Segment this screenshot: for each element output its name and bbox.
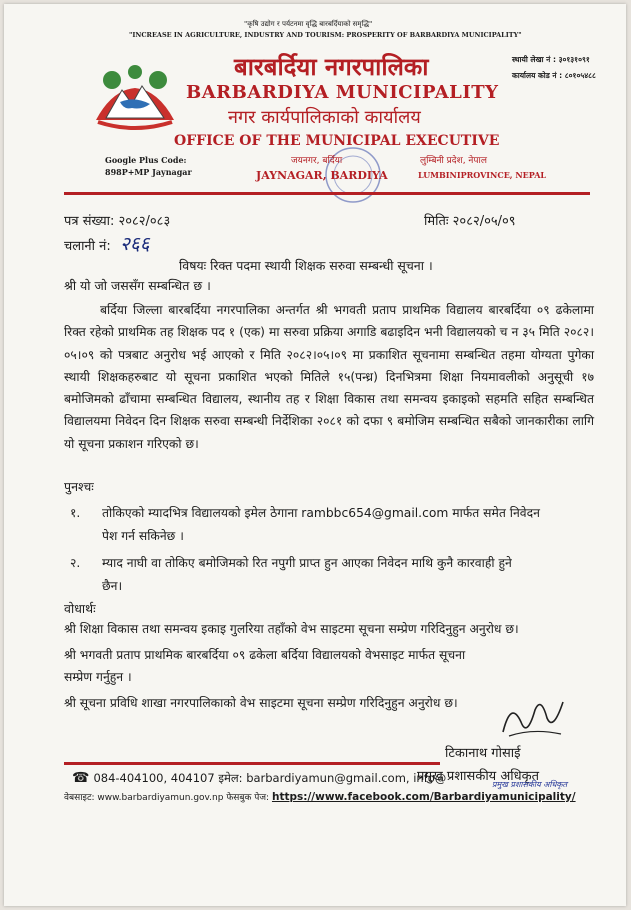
signature-icon [497,692,569,744]
list-item-text: म्याद नाघी वा तोकिए बमोजिमको रित नपुगी प्राप्त हुन आएका निवेदन माथि कुनै कारवाही हुने [102,556,512,570]
gplus-label: Google Plus Code: [105,155,187,165]
footer-phone: 084-404100, 404107 [93,771,215,785]
footer-facebook-link[interactable]: https://www.facebook.com/Barbardiyamunicipality/ [271,791,576,803]
footer-fb-label: फेसबुक पेज: [226,793,270,803]
pan-number: स्थायी लेखा नं : ३०१३१०९१ [512,55,590,64]
list-item-number: १. [70,506,81,520]
footer-web-label: वेबसाइट: [64,793,95,803]
letter-page [4,4,626,906]
dispatch-label: चलानी नं: [64,239,111,254]
province-nepali: लुम्बिनी प्रदेश, नेपाल [420,156,487,166]
cc-line: श्री सूचना प्रविधि शाखा नगरपालिकाको वेभ साइटमा सूचना सम्प्रेण गरिदिनुहुन अनुरोध छ। [64,696,458,710]
office-name-english: OFFICE OF THE MUNICIPAL EXECUTIVE [174,133,500,149]
list-item-continuation: छैन। [102,579,123,593]
phone-icon: ☎ [72,770,90,786]
signatory-name: टिकानाथ गोसाई [445,746,521,761]
municipality-name-english: BARBARDIYA MUNICIPALITY [186,82,499,103]
office-name-nepali: नगर कार्यपालिकाको कार्यालय [228,107,421,128]
cc-line: सम्प्रेण गर्नुहुन । [64,670,132,684]
letter-subject: विषयः रिक्त पदमा स्थायी शिक्षक सरुवा सम्बन्धी सूचना । [179,258,433,273]
reference-number: पत्र संख्या: २०८२/०८३ [64,214,171,229]
list-item-text: तोकिएको म्यादभित्र विद्यालयको इमेल ठेगाना rambbc654@gmail.com मार्फत समेत निवेदन [102,506,540,520]
cc-line: श्री शिक्षा विकास तथा समन्वय इकाइ गुलरिया तहाँको वेभ साइटमा सूचना सम्प्रेण गरिदिनुहुन अनुरोध छ। [64,622,519,636]
google-plus-code [105,154,192,178]
signatory-stamp: प्रमुख प्रशासकीय अधिकृत [492,780,568,789]
cc-line: श्री भगवती प्रताप प्राथमिक बारबर्दिया ०९ ढकेला बर्दिया विद्यालयको वेभसाइट मार्फत सूचना [64,648,466,662]
list-item-number: २. [70,556,81,570]
registration-numbers [512,52,596,84]
footer-email-label: इमेल: [218,771,243,785]
cc-label: वोधार्थः [64,601,96,616]
letter-body [64,299,594,455]
footer-website[interactable]: www.barbardiyamun.gov.np [97,793,224,803]
gplus-value: 898P+MP Jaynagar [105,167,192,177]
postscript-label: पुनश्चः [64,479,94,494]
footer-email[interactable]: barbardiyamun@gmail.com, info@ [246,771,447,785]
list-item [70,502,570,548]
footer-web [64,790,576,803]
slogan-english: "INCREASE IN AGRICULTURE, INDUSTRY AND TOURISM: PROSPERITY OF BARBARDIYA MUNICIPALITY" [129,31,522,39]
list-item [70,552,570,598]
address-nepali: जयनगर, बर्दिया [291,156,343,166]
body-text: बर्दिया जिल्ला बारबर्दिया नगरपालिका अन्तर्गत श्री भगवती प्रताप प्राथमिक विद्यालय बारबर्दिया ०९ ढकेलामा रिक्त रहेको प्राथमिक तह शिक्षक पद १ (एक) मा सरुवा प्रक्रिया अगाडि बढाइदिन भनी विद्यालयको च न ३५ मिति २०८२।०५।०९ को पत्रबाट अनुरोध भई आएको र मिति २०८२।०५।०९ मा प्रकाशित सूचनामा सम्बन्धित तहमा योग्यता पुगेका स्थायी शिक्षकहरुबाट यो सूचना प्रकाशित भएको मितिले १५(पन्ध्र) दिनभित्रमा शिक्षा नियमावलीको अनुसूची १७ बमोजिमको ढाँचामा सम्बन्धित विद्यालय, स्थानीय तह र शिक्षा विकास तथा समन्वय इकाइको सहमति सहित सम्बन्धित विद्यालयमा निवेदन दिन शिक्षक सरुवा सम्बन्धी निर्देशिका २०८१ को दफा ९ बमोजिम सम्बन्धित सबैको जानकारीका लागि यो सूचना प्रकाशन गरिएको छ। [64,303,594,451]
slogan-nepali: "कृषि उद्योग र पर्यटनमा वृद्धि बारबर्दियाको समृद्धि" [244,20,373,28]
footer-contact [72,770,446,786]
nepal-emblem-icon [92,60,178,134]
dispatch-number: २६६ [120,233,150,255]
office-code: कार्यालय कोड नं : ८०१०५४८८ [512,71,596,80]
letter-recipient: श्री यो जो जससँग सम्बन्धित छ । [64,278,211,293]
address-english: JAYNAGAR, BARDIYA [256,169,388,182]
letter-date: मितिः २०८२/०५/०९ [424,214,516,229]
signatory-title: प्रमुख प्रशासकीय अधिकृत [417,769,540,784]
footer-divider [64,762,440,765]
province-english: LUMBINIPROVINCE, NEPAL [418,170,547,180]
list-item-continuation: पेश गर्न सकिनेछ । [102,529,184,543]
municipality-name-nepali: बारबर्दिया नगरपालिका [234,52,429,81]
header-divider [64,192,590,195]
